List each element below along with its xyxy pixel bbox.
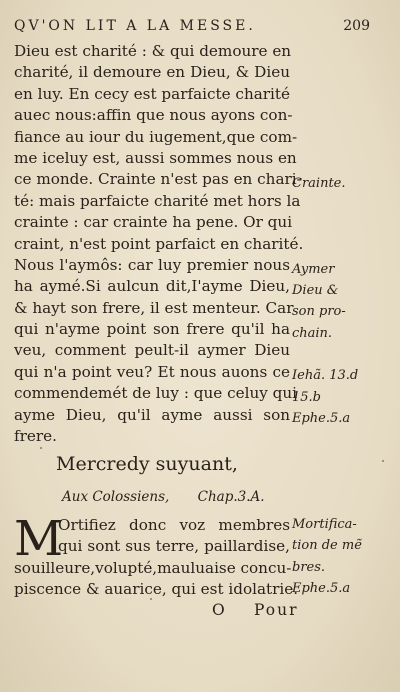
text-line: ayme Dieu, qu'il ayme aussi son xyxy=(14,405,290,424)
margin-note: Crainte. xyxy=(292,176,346,191)
text-line: piscence & auarice, qui est idolatrie. xyxy=(14,580,299,599)
margin-note: tion de mẽ xyxy=(292,538,362,553)
running-header xyxy=(14,18,380,34)
drop-cap: M xyxy=(14,511,64,567)
text-line: fiance au iour du iugement,que com- xyxy=(14,127,298,146)
text-line: en luy. En cecy est parfaicte charité xyxy=(14,84,290,103)
epistle-paragraph xyxy=(14,511,299,601)
margin-note: Ephe.5.a xyxy=(292,411,351,426)
margin-note: Dieu & xyxy=(292,283,339,298)
text-line: veu, comment peult-il aymer Dieu xyxy=(14,341,290,360)
text-line: souilleure,volupté,mauluaise concu- xyxy=(14,558,292,577)
text-line: charité, il demoure en Dieu, & Dieu xyxy=(14,63,290,82)
catchword: Pour xyxy=(254,601,299,619)
epistle-name: Aux Colossiens, xyxy=(62,489,170,505)
paper-speck xyxy=(382,460,384,462)
text-line: Dieu est charité : & qui demoure en xyxy=(14,42,292,60)
text-line: & hayt son frere, il est menteur. Car xyxy=(14,298,294,317)
margin-note: bres. xyxy=(292,560,326,575)
text-line: ce monde. Crainte n'est pas en chari- xyxy=(14,170,302,189)
margin-note: Aymer xyxy=(292,262,335,277)
margin-note: Mortifica- xyxy=(292,517,357,532)
body-text xyxy=(14,41,304,447)
page-number: 209 xyxy=(343,18,370,34)
running-title: QV'ON LIT A LA MESSE. xyxy=(14,18,256,34)
signature-mark: O xyxy=(212,601,225,619)
text-line: auec nous:affin que nous ayons con- xyxy=(14,106,293,125)
text-line: qui sont sus terre, paillardise, xyxy=(58,537,290,556)
text-line: crainte : car crainte ha pene. Or qui xyxy=(14,213,293,232)
margin-note: Ephe.5.a xyxy=(292,581,351,596)
text-line: Nous l'aymôs: car luy premier nous xyxy=(14,255,290,274)
text-line: Ortifiez donc voz membres xyxy=(58,516,290,534)
margin-note: chain. xyxy=(292,326,333,341)
paper-speck xyxy=(150,598,152,600)
paper-speck xyxy=(40,447,42,449)
text-line: té: mais parfaicte charité met hors la xyxy=(14,191,301,210)
text-line: ha aymé.Si aulcun dit,I'ayme Dieu, xyxy=(14,277,290,296)
epistle-reference xyxy=(62,489,265,505)
margin-note: son pro- xyxy=(292,304,346,319)
margin-note: 15.b xyxy=(292,390,321,405)
text-line: frere. xyxy=(14,427,57,446)
text-line: qui n'ayme point son frere qu'il ha xyxy=(14,320,290,339)
text-line: craint, n'est point parfaict en charité. xyxy=(14,234,304,253)
text-line: me iceluy est, aussi sommes nous en xyxy=(14,148,297,167)
text-line: qui n'a point veu? Et nous auons ce xyxy=(14,362,290,381)
margin-note: Iehã. 13.d xyxy=(292,368,359,383)
chapter-reference: Chap.3.A. xyxy=(197,489,265,505)
section-title: Mercredy suyuant, xyxy=(56,453,238,475)
text-line: commendemét de luy : que celuy qui xyxy=(14,384,298,403)
